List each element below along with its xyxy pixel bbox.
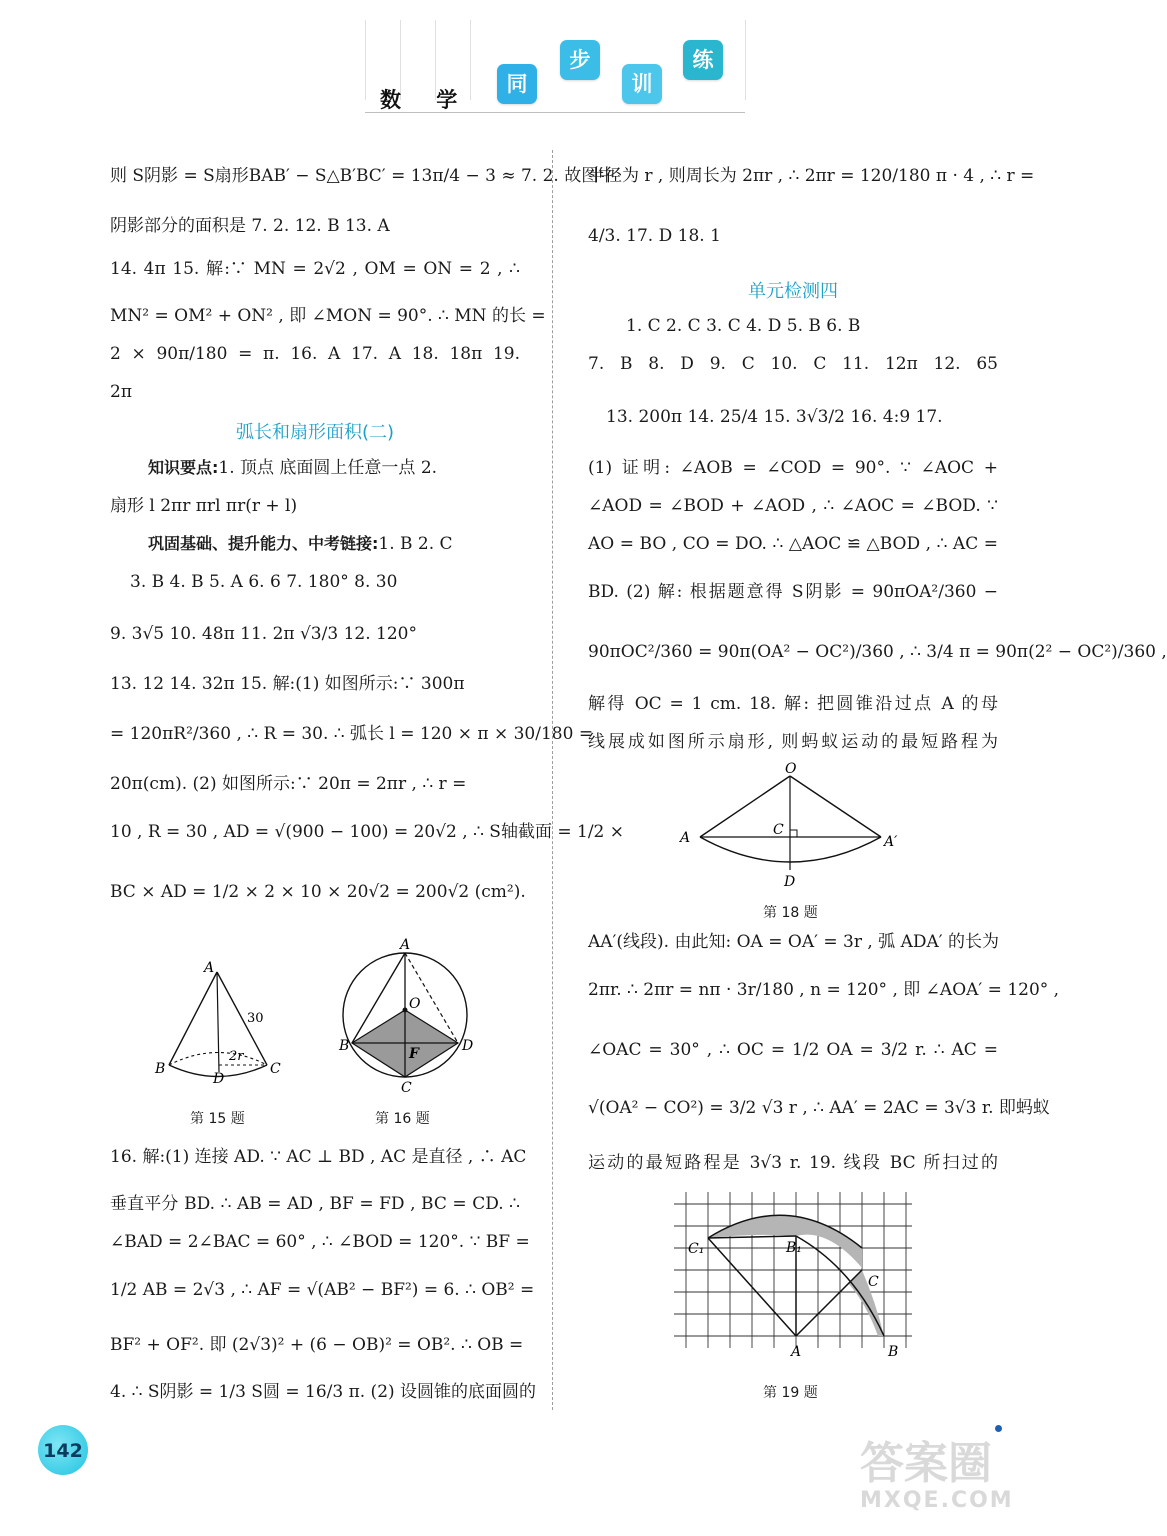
header-rule (745, 20, 746, 100)
answer-line: AA′(线段). 由此知: OA = OA′ = 3r , 弧 ADA′ 的长为 (588, 932, 1000, 952)
answer-line: ∠OAC = 30° , ∴ OC = 1/2 OA = 3/2 r. ∴ AC = (588, 1040, 998, 1060)
answer-line: 90πOC²/360 = 90π(OA² − OC²)/360 , ∴ 3/4 π = 90π(2² − OC²)/360 , (588, 642, 1167, 662)
fig16-label-C: C (401, 1080, 412, 1096)
decor-dot (995, 1425, 1002, 1432)
answer-line: 16. 解:(1) 连接 AD. ∵ AC ⊥ BD , AC 是直径 , ∴ AC (110, 1147, 527, 1167)
answer-line: MN² = OM² + ON² , 即 ∠MON = 90°. ∴ MN 的长 = (110, 306, 546, 326)
watermark-en: MXQE.COM (860, 1488, 1014, 1513)
fig16-label-F: F (409, 1046, 419, 1062)
watermark-cn: 答案圈 (860, 1438, 992, 1489)
column-divider (552, 150, 553, 1410)
answer-line: 运动的最短路程是 3√3 r. 19. 线段 BC 所扫过的 (588, 1153, 998, 1173)
answer-line: 扇形 l 2πr πrl πr(r + l) (110, 496, 298, 516)
answer-line: 线展成如图所示扇形, 则蚂蚁运动的最短路程为 (588, 732, 998, 752)
header-underline (365, 112, 745, 113)
answer-line: 4. ∴ S阴影 = 1/3 S圆 = 16/3 π. (2) 设圆锥的底面圆的 (110, 1382, 537, 1402)
fig19-label-B1: B₁ (786, 1240, 802, 1256)
figure-16-caption: 第 16 题 (375, 1111, 430, 1127)
answer-line: 13. 200π 14. 25/4 15. 3√3/2 16. 4:9 17. (606, 407, 943, 427)
series-char-4: 练 (683, 40, 723, 80)
fig16-label-O: O (409, 996, 421, 1012)
watermark (860, 1440, 1014, 1514)
answer-line: 9. 3√5 10. 48π 11. 2π √3/3 12. 120° (110, 624, 417, 644)
label-knowledge: 知识要点: (148, 458, 219, 477)
answer-line: 3. B 4. B 5. A 6. 6 7. 180° 8. 30 (130, 572, 398, 592)
series-char-2: 步 (560, 40, 600, 80)
subject-title: 数 学 (380, 88, 472, 112)
answer-line: ∠AOD = ∠BOD + ∠AOD , ∴ ∠AOC = ∠BOD. ∵ (588, 496, 998, 516)
fig15-label-D: D (213, 1071, 225, 1087)
figure-19-caption: 第 19 题 (763, 1385, 818, 1401)
fig15-label-length: 30 (247, 1011, 264, 1026)
answer-line: 20π(cm). (2) 如图所示:∵ 20π = 2πr , ∴ r = (110, 774, 467, 794)
answer-line: BC × AD = 1/2 × 2 × 10 × 20√2 = 200√2 (cm²). (110, 882, 526, 902)
fig15-label-radius: 2r (229, 1049, 244, 1064)
answer-line: 14. 4π 15. 解:∵ MN = 2√2 , OM = ON = 2 , ∴ (110, 259, 520, 279)
answer-line: 4/3. 17. D 18. 1 (588, 226, 721, 246)
fig18-label-C: C (773, 822, 784, 838)
figure-18-sector (678, 762, 908, 892)
answer-line: 解得 OC = 1 cm. 18. 解: 把圆锥沿过点 A 的母 (588, 694, 998, 714)
answer-line: 则 S阴影 = S扇形BAB′ − S△B′BC′ = 13π/4 − 3 ≈ 7. 2. 故图中 (110, 166, 616, 186)
page-number: 142 (38, 1425, 88, 1475)
answer-line: BD. (2) 解: 根据题意得 S阴影 = 90πOA²/360 − (588, 582, 998, 602)
fig15-label-A: A (204, 960, 215, 976)
fig18-label-A-prime: A′ (884, 834, 898, 850)
fig19-label-C: C (868, 1274, 879, 1290)
figure-16-circle (335, 930, 475, 1096)
answer-line: ∠BAD = 2∠BAC = 60° , ∴ ∠BOD = 120°. ∵ BF = (110, 1232, 530, 1252)
answer-line: 2π (110, 382, 132, 402)
figure-19-grid (668, 1188, 918, 1368)
answer-line: 13. 12 14. 32π 15. 解:(1) 如图所示:∵ 300π (110, 674, 465, 694)
answer-line: √(OA² − CO²) = 3/2 √3 r , ∴ AA′ = 2AC = 3√3 r. 即蚂蚁 (588, 1098, 1050, 1118)
answer-line: 巩固基础、提升能力、中考链接:1. B 2. C (148, 534, 453, 554)
fig15-label-C: C (270, 1061, 281, 1077)
answer-line: 知识要点:1. 顶点 底面圆上任意一点 2. (148, 458, 438, 478)
answer-line: BF² + OF². 即 (2√3)² + (6 − OB)² = OB². ∴ OB = (110, 1335, 524, 1355)
answer-line: 2πr. ∴ 2πr = nπ · 3r/180 , n = 120° , 即 ∠AOA′ = 120° , (588, 980, 1060, 1000)
fig19-label-A: A (791, 1344, 802, 1360)
answer-line: 垂直平分 BD. ∴ AB = AD , BF = FD , BC = CD. ∴ (110, 1194, 520, 1214)
page-header (0, 0, 1042, 130)
fig16-label-A: A (400, 937, 411, 953)
label-consolidate: 巩固基础、提升能力、中考链接: (148, 534, 379, 553)
answer-line: (1) 证明: ∠AOB = ∠COD = 90°. ∵ ∠AOC + (588, 458, 998, 478)
answer-line: 1/2 AB = 2√3 , ∴ AF = √(AB² − BF²) = 6. ∴ OB² = (110, 1280, 535, 1300)
section-title: 单元检测四 (748, 281, 838, 302)
answer-line: 10 , R = 30 , AD = √(900 − 100) = 20√2 , ∴ S轴截面 = 1/2 × (110, 822, 625, 842)
figure-15-caption: 第 15 题 (190, 1111, 245, 1127)
fig18-label-O: O (785, 761, 797, 777)
header-rule (365, 20, 366, 100)
fig16-label-B: B (339, 1038, 350, 1054)
series-char-1: 同 (497, 64, 537, 104)
series-char-3: 训 (622, 64, 662, 104)
answer-line: 1. C 2. C 3. C 4. D 5. B 6. B (626, 316, 861, 336)
fig18-label-D: D (784, 874, 796, 890)
figure-18-caption: 第 18 题 (763, 905, 818, 921)
fig19-label-C1: C₁ (688, 1241, 705, 1257)
answer-line: 7. B 8. D 9. C 10. C 11. 12π 12. 65 (588, 354, 998, 374)
answer-line: 2 × 90π/180 = π. 16. A 17. A 18. 18π 19. (110, 344, 520, 364)
answer-line: AO = BO , CO = DO. ∴ △AOC ≌ △BOD , ∴ AC = (588, 534, 998, 554)
fig15-label-B: B (155, 1061, 166, 1077)
section-title: 弧长和扇形面积(二) (235, 422, 395, 443)
fig19-label-B: B (888, 1344, 899, 1360)
answer-line: 半径为 r , 则周长为 2πr , ∴ 2πr = 120/180 π · 4 , ∴ r = (588, 166, 1035, 186)
answer-line: = 120πR²/360 , ∴ R = 30. ∴ 弧长 l = 120 × π × 30/180 = (110, 724, 594, 744)
fig16-label-D: D (462, 1038, 474, 1054)
fig18-label-A: A (680, 830, 691, 846)
answer-line: 阴影部分的面积是 7. 2. 12. B 13. A (110, 216, 390, 236)
figure-15-cone (155, 960, 295, 1090)
